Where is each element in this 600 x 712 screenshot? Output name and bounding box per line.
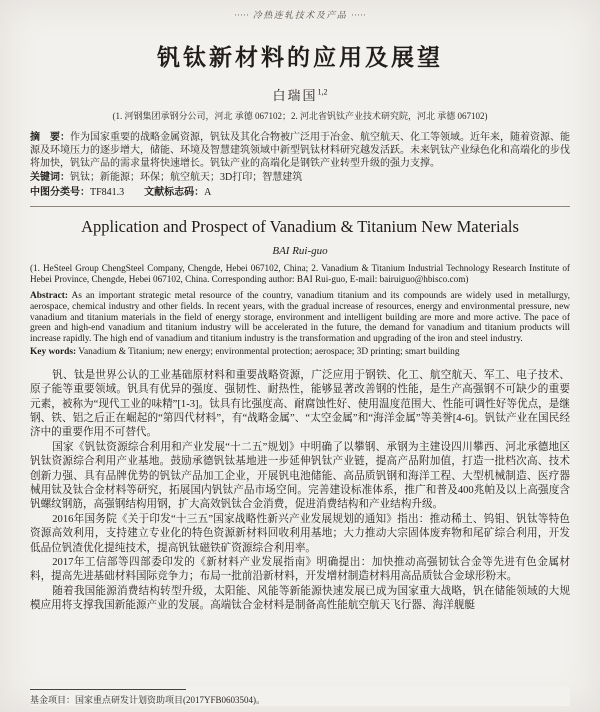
abstract-label-cn: 摘 要：	[30, 132, 70, 143]
keywords-label-en: Key words:	[30, 346, 77, 357]
keywords-label-cn: 关键词：	[30, 172, 70, 184]
affiliation-en: (1. HeSteel Group ChengSteel Company, Chengde, Hebei 067102, China; 2. Vanadium & Titanium Industrial Technology Research Institute of Hebei Province, Chengde, Hebei 067102, China. Corresponding author: BAI Rui-guo, E-mail: bairuiguo@hbisco.com)	[30, 262, 570, 284]
abstract-text-en: As an important strategic metal resource of the country, vanadium titanium and its compounds are widely used in metallurgy, aerospace, chemical industry and other fields. In recent years, with the gradual increase of resources, energy and environmental pressure, new vanadium and titanium materials in the field of energy storage, environment and intelligent building are more and more active. The pace of green and high-end vanadium and titanium industry will be accelerated in the future, the demand for vanadium and titanium products will increase rapidly. The high end of vanadium and titanium industry is the transformation and upgrading of the iron and steel industry.	[30, 290, 570, 345]
clc-value: TF841.3	[90, 187, 125, 199]
paper-title-cn: 钒钛新材料的应用及展望	[157, 45, 443, 70]
keywords-text-en: Vanadium & Titanium; new energy; environmental protection; aerospace; 3D printing; smart building	[78, 346, 460, 357]
author-line-cn	[30, 85, 570, 104]
clc-label: 中图分类号：	[30, 187, 90, 199]
body-paragraph: 国家《钒钛资源综合利用和产业发展“十二五”规划》中明确了以攀钢、承钢为主建设四川攀西、河北承德地区钒钛资源综合利用产业基地。鼓励承德钒钛基地进一步延伸钒钛产业链，提高产品附加值，打造一批档次高、技术创新力强、具有品牌优势的钒钛产品加工企业，开展钒电池储能、高品质钒钢和海洋工程、大型机械制造、医疗器械用钛及钛合金材料等研究，拓展国内钒钛产品市场空间。完善建设标准体系，推广和普及400兆帕及以上高强度含钒螺纹钢筋，高强钢结构用钢，扩大高效钒钛合金消费，促进消费结构和产业结构升级。	[30, 441, 570, 511]
paper-title-en: Application and Prospect of Vanadium & Titanium New Materials	[81, 216, 519, 236]
running-header	[30, 8, 570, 21]
doc-code-value: A	[204, 187, 212, 199]
body-paragraph: 钒、钛是世界公认的工业基础原材料和重要战略资源，广泛应用于钢铁、化工、航空航天、军工、电子技术、原子能等重要领域。钒具有优异的强度、强韧性、耐热性，能够显著改善钢的性能，是生产高强钢不可缺少的重要元素，被称为“现代工业的味精”[1-3]。钛具有比强度高、耐腐蚀性好、使用温度范围大、性能可调性好等优点，是继钢、铁、铝之后正在崛起的“第四代材料”，有“战略金属”、“太空金属”和“海洋金属”等美誉[4-6]。钒钛产业在国民经济中的重要作用不可替代。	[30, 369, 570, 439]
funding-footnote: 基金项目：国家重点研发计划资助项目(2017YFB0603504)。	[30, 695, 266, 705]
abstract-en	[30, 291, 570, 345]
article-body	[30, 369, 570, 614]
footnote-block	[30, 687, 570, 706]
keywords-cn	[30, 172, 570, 185]
footnote-rule	[30, 689, 186, 690]
doc-code-label: 文献标志码：	[144, 187, 205, 199]
abstract-cn	[30, 132, 570, 170]
abstract-label-en: Abstract:	[30, 290, 69, 301]
abstract-text-cn: 作为国家重要的战略金属资源，钒钛及其化合物被广泛用于冶金、航空航天、化工等领域。近年来，随着资源、能源及环境压力的逐步增大，储能、环境及智慧建筑领域中新型钒钛材料研究越发活跃。未来钒钛产业绿色化和高端化的步伐将加快，钒钛产品的需求量将快速增长。钒钛产业的高端化是钢铁产业转型升级的强力支撑。	[30, 132, 570, 169]
keywords-text-cn: 钒钛；新能源；环保；航空航天；3D打印；智慧建筑	[70, 172, 303, 184]
affiliation-cn: (1. 河钢集团承钢分公司，河北 承德 067102；2. 河北省钒钛产业技术研究院，河北 承德 067102)	[112, 111, 488, 121]
body-paragraph: 2017年工信部等四部委印发的《新材料产业发展指南》明确提出：加快推动高强韧钛合金等先进有色金属材料，提高先进基础材料国际竞争力；布局一批前沿新材料，开发增材制造材料用高品质钛合金球形粉末。	[30, 557, 570, 583]
author-name-en: BAI Rui-guo	[272, 244, 328, 257]
clc-line	[30, 187, 570, 200]
author-name-cn: 白瑞国	[272, 88, 318, 103]
body-paragraph: 随着我国能源消费结构转型升级，太阳能、风能等新能源快速发展已成为国家重大战略，钒在储能领域的大规模应用将支撑我国新能源产业的发展。高端钛合金材料是制备高性能航空航天飞行器、海洋舰艇	[30, 585, 570, 612]
body-paragraph: 2016年国务院《关于印发“十三五”国家战略性新兴产业发展规划的通知》指出：推动稀土、钨钼、钒钛等特色资源高效利用，支持建立专业化的特色资源新材料回收利用基地；大力推动大宗固体废弃物和尾矿综合利用，开发低品位钒渣优化提纯技术，提高钒钛磁铁矿资源综合利用率。	[30, 513, 570, 554]
keywords-en	[30, 347, 570, 358]
header-deco-left: ·····	[233, 10, 249, 20]
section-divider	[30, 206, 570, 207]
author-affil-marks: 1,2	[317, 87, 328, 97]
running-header-text: 冷热连轧技术及产品	[252, 10, 348, 20]
header-deco-right: ·····	[351, 10, 366, 20]
